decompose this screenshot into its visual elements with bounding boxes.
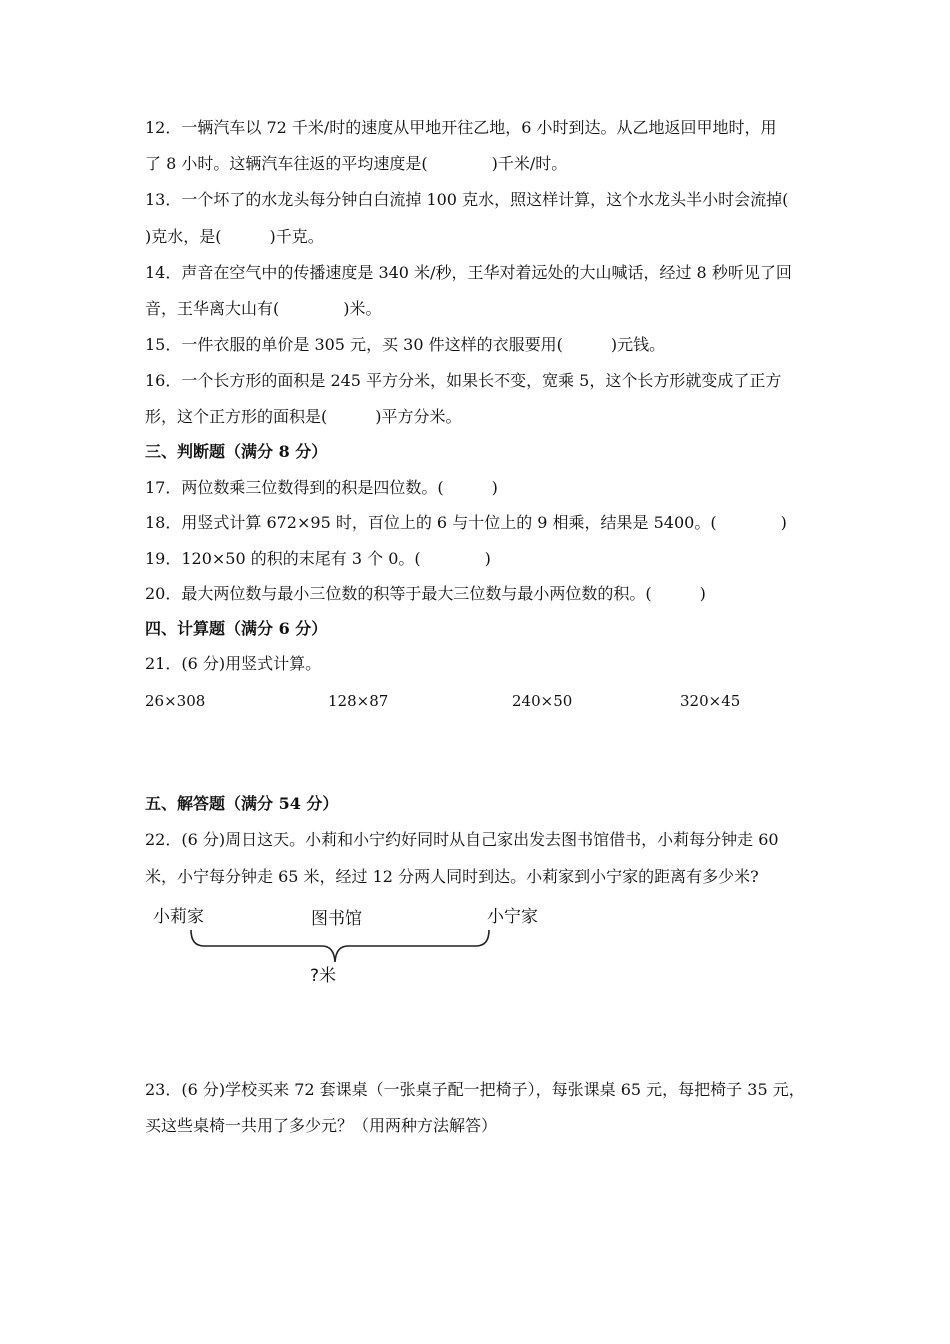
calc-item-2: 128×87 <box>328 692 389 710</box>
diagram-label-xiaoning-home: 小宁家 <box>487 907 538 927</box>
question-14-line-2: 音，王华离大山有( )米。 <box>145 299 382 318</box>
question-14-line-1: 14．声音在空气中的传播速度是 340 米/秒，王华对着远处的大山喊话，经过 8 秒听见了回 <box>145 263 792 282</box>
question-16-line-2: 形，这个正方形的面积是( )平方分米。 <box>145 407 462 426</box>
question-13-line-2: )克水，是( )千克。 <box>145 227 324 246</box>
question-13-line-1: 13．一个坏了的水龙头每分钟白白流掉 100 克水，照这样计算，这个水龙头半小时会流掉( <box>145 190 789 209</box>
calc-item-3: 240×50 <box>512 692 573 710</box>
section-5-heading: 五、解答题（满分 54 分） <box>145 794 339 813</box>
question-22-line-1: 22．(6 分)周日这天。小莉和小宁约好同时从自己家出发去图书馆借书，小莉每分钟走 60 <box>145 830 779 849</box>
section-3-heading: 三、判断题（满分 8 分） <box>145 442 328 461</box>
diagram-label-unknown-meters: ?米 <box>310 966 337 986</box>
question-18: 18．用竖式计算 672×95 时，百位上的 6 与十位上的 9 相乘，结果是 5400。( ) <box>145 513 787 532</box>
question-20: 20．最大两位数与最小三位数的积等于最大三位数与最小两位数的积。( ) <box>145 584 706 603</box>
question-23-line-1: 23．(6 分)学校买来 72 套课桌（一张桌子配一把椅子），每张课桌 65 元，每把椅子 35 元， <box>145 1080 805 1099</box>
question-16-line-1: 16．一个长方形的面积是 245 平方分米，如果长不变，宽乘 5，这个长方形就变成了正方 <box>145 371 782 390</box>
section-4-heading: 四、计算题（满分 6 分） <box>145 619 328 638</box>
diagram-label-xiaoli-home: 小莉家 <box>153 907 204 927</box>
curly-brace-shape <box>190 928 492 966</box>
question-12-line-1: 12．一辆汽车以 72 千米/时的速度从甲地开往乙地，6 小时到达。从乙地返回甲地时，用 <box>145 118 777 137</box>
question-22-line-2: 米，小宁每分钟走 65 米，经过 12 分两人同时到达。小莉家到小宁家的距离有多少米? <box>145 867 759 886</box>
question-12-line-2: 了 8 小时。这辆汽车往返的平均速度是( )千米/时。 <box>145 154 568 173</box>
question-21: 21．(6 分)用竖式计算。 <box>145 654 322 673</box>
question-15: 15．一件衣服的单价是 305 元，买 30 件这样的衣服要用( )元钱。 <box>145 335 666 354</box>
calc-item-4: 320×45 <box>680 692 741 710</box>
calc-item-1: 26×308 <box>145 692 206 710</box>
question-17: 17．两位数乘三位数得到的积是四位数。( ) <box>145 478 498 497</box>
diagram-label-library: 图书馆 <box>311 909 362 929</box>
question-19: 19．120×50 的积的末尾有 3 个 0。( ) <box>145 549 491 568</box>
question-23-line-2: 买这些桌椅一共用了多少元？（用两种方法解答） <box>145 1116 498 1135</box>
